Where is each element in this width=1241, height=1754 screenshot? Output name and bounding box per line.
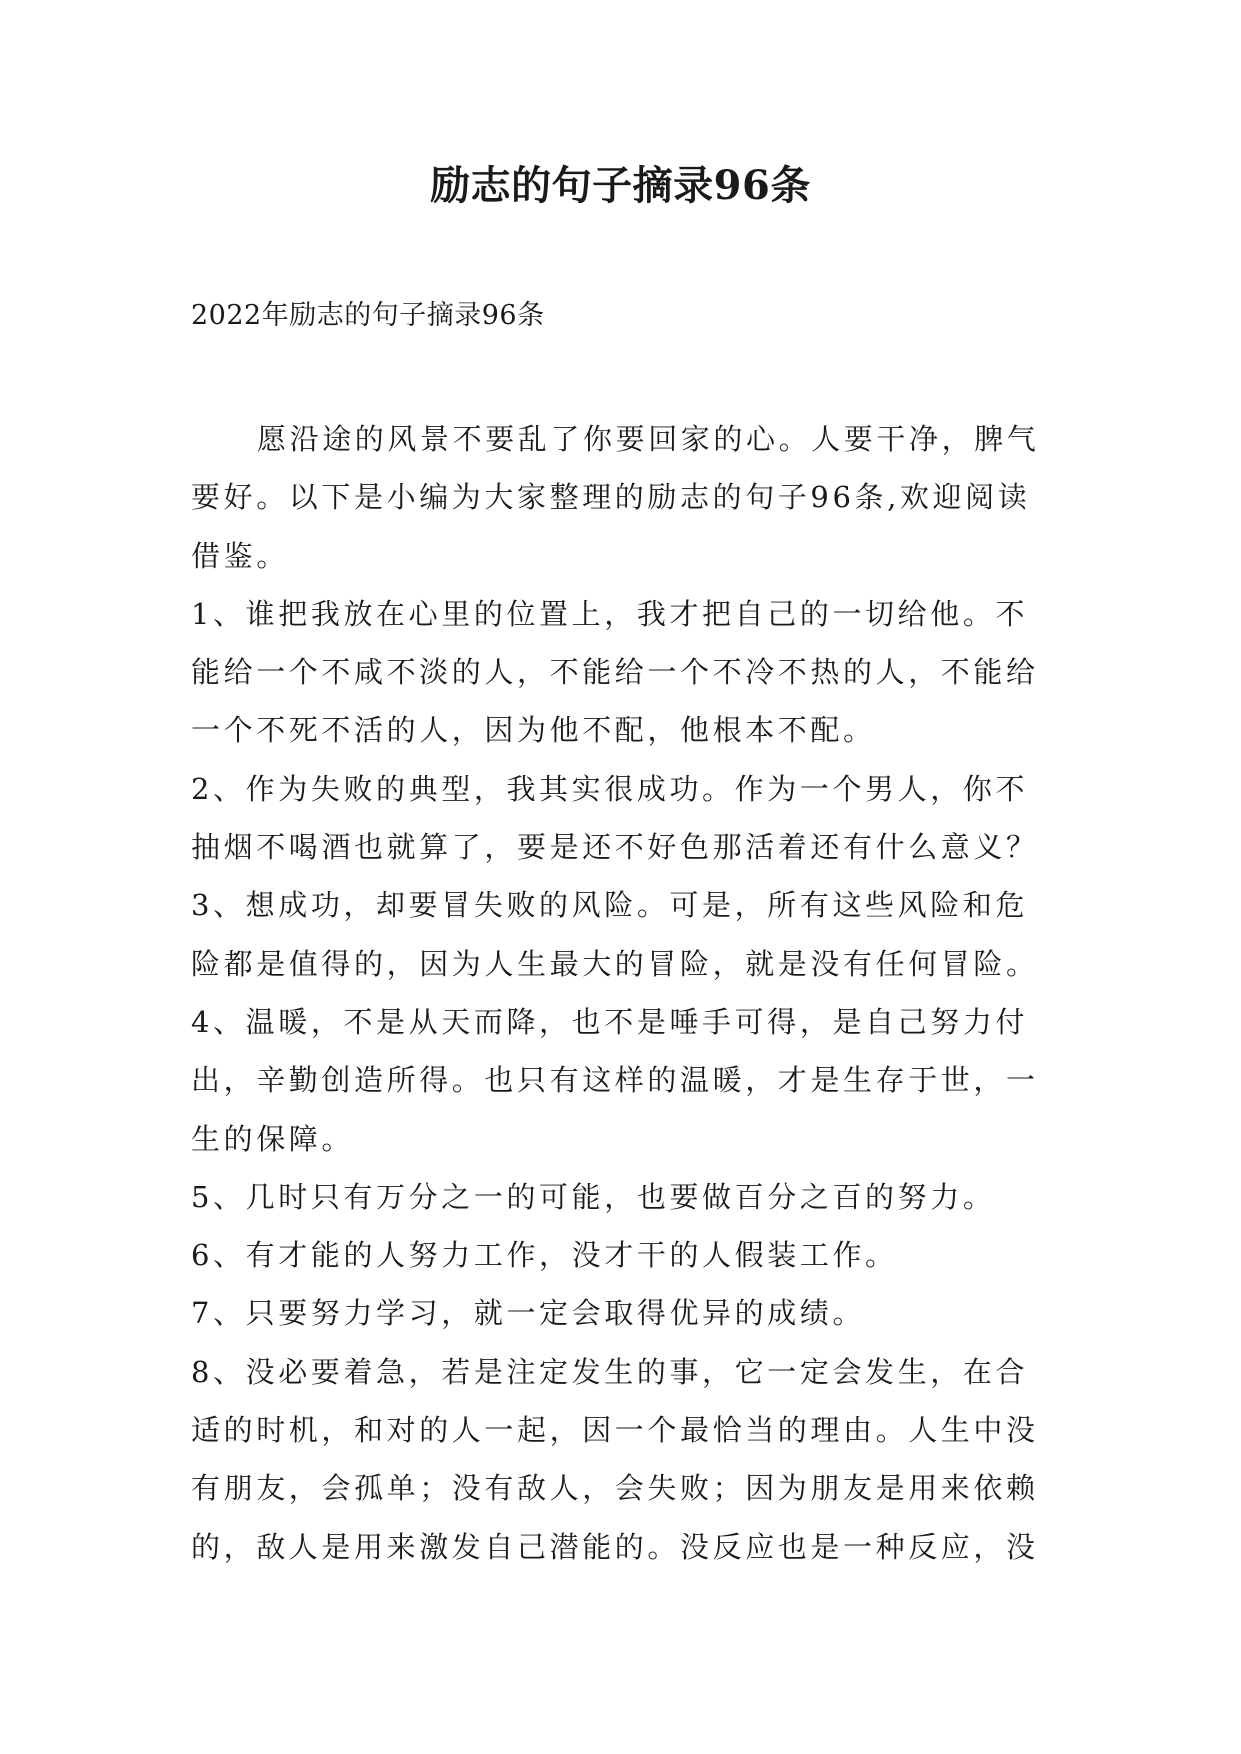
quote-1-line: 一个不死不活的人，因为他不配，他根本不配。 [191,713,876,748]
quote-3-line: 3、想成功，却要冒失败的风险。可是，所有这些风险和危 [191,888,1029,923]
quote-6-line: 6、有才能的人努力工作，没才干的人假装工作。 [191,1238,898,1273]
quote-1-line: 能给一个不咸不淡的人，不能给一个不冷不热的人，不能给 [191,655,1039,690]
quote-7-line: 7、只要努力学习，就一定会取得优异的成绩。 [191,1296,866,1331]
quote-3-line: 险都是值得的，因为人生最大的冒险，就是没有任何冒险。 [191,946,1039,981]
quote-5-line: 5、几时只有万分之一的可能，也要做百分之百的努力。 [191,1179,996,1214]
quote-4-line: 4、温暖，不是从天而降，也不是唾手可得，是自己努力付 [191,1004,1029,1039]
quote-8-line: 8、没必要着急，若是注定发生的事，它一定会发生，在合 [191,1354,1029,1389]
document-body [191,410,1059,1576]
quote-2-line: 抽烟不喝酒也就算了，要是还不好色那活着还有什么意义？ [191,830,1039,865]
quote-4-line: 出，辛勤创造所得。也只有这样的温暖，才是生存于世，一 [191,1063,1039,1098]
document-subtitle: 2022年励志的句子摘录96条 [191,300,545,331]
intro-paragraph-line: 要好。以下是小编为大家整理的励志的句子96条,欢迎阅读 [191,480,1031,515]
quote-8-line: 有朋友，会孤单；没有敌人，会失败；因为朋友是用来依赖 [191,1471,1039,1506]
quote-8-line: 的，敌人是用来激发自己潜能的。没反应也是一种反应，没 [191,1529,1039,1564]
quote-8-line: 适的时机，和对的人一起，因一个最恰当的理由。人生中没 [191,1413,1039,1448]
quote-4-line: 生的保障。 [191,1121,355,1156]
quote-2-line: 2、作为失败的典型，我其实很成功。作为一个男人，你不 [191,771,1029,806]
intro-paragraph-line: 愿沿途的风景不要乱了你要回家的心。人要干净，脾气 [257,422,1040,456]
intro-paragraph-line: 借鉴。 [191,538,289,573]
document-title: 励志的句子摘录96条 [430,162,811,209]
quote-1-line: 1、谁把我放在心里的位置上，我才把自己的一切给他。不 [191,596,1029,631]
